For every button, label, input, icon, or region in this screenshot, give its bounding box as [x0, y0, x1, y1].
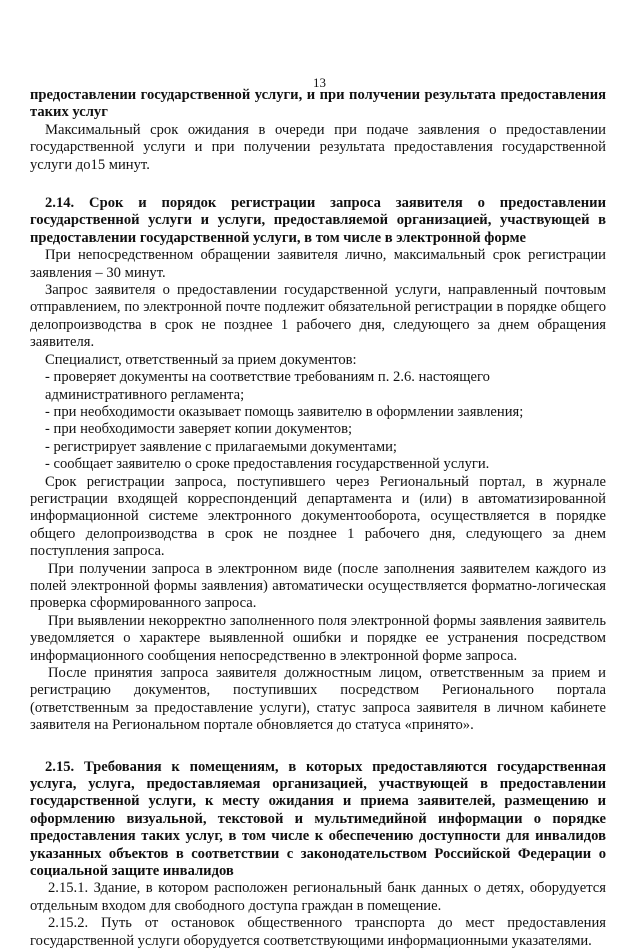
paragraph: Запрос заявителя о предоставлении государственной услуги, направленный почтовым отправлением, по электронной почте подлежит обязательной регистрации в порядке общего делопроизводства в срок не позднее 1 рабочего дня, следующего за днем обращения заявителя.: [30, 282, 606, 351]
list-item: - сообщает заявителю о сроке предоставления государственной услуги.: [45, 456, 490, 473]
paragraph: 2.15.1. Здание, в котором расположен региональный банк данных о детях, оборудуется отдельным входом для свободного доступа граждан в помещение.: [30, 880, 606, 914]
paragraph: Специалист, ответственный за прием документов:: [45, 351, 357, 368]
paragraph: 2.15.2. Путь от остановок общественного транспорта до мест предоставления государственной услуги оборудуется соответствующими информационными указателями.: [30, 915, 606, 949]
list-item: - регистрирует заявление с прилагаемыми документами;: [45, 438, 397, 455]
paragraph: Срок регистрации запроса, поступившего через Региональный портал, в журнале регистрации входящей корреспонденций департамента и (или) в автоматизированной информационной системе электронного документооборота, осуществляется в порядке общего делопроизводства в срок не позднее 1 рабочего дня, следующего за днем поступления запроса.: [30, 473, 606, 560]
list-item: - при необходимости заверяет копии документов;: [45, 421, 353, 438]
list-item: - проверяет документы на соответствие требованиям п. 2.6. настоящего административного регламента;: [45, 369, 490, 403]
paragraph: При непосредственном обращении заявителя лично, максимальный срок регистрации заявления – 30 минут.: [30, 247, 606, 281]
paragraph: При выявлении некорректно заполненного поля электронной формы заявления заявитель уведомляется о характере выявленной ошибки и порядке ее устранения посредством информационного сообщения непосредственно в электронной форме запроса.: [30, 612, 606, 664]
section-heading-2-14: 2.14. Срок и порядок регистрации запроса заявителя о предоставлении государственной услуги и услуги, предоставляемой организацией, участвующей в предоставлении государственной услуги, в том числе в электронной форме: [30, 195, 606, 246]
list-item: - при необходимости оказывает помощь заявителю в оформлении заявления;: [45, 403, 524, 420]
paragraph: Максимальный срок ожидания в очереди при подаче заявления о предоставлении государственной услуги и при получении результата предоставления государственной услуги до15 минут.: [30, 121, 606, 173]
section-heading-2-15: 2.15. Требования к помещениям, в которых предоставляются государственная услуга, услуга, предоставляемая организацией, участвующей в предоставлении государственной услуги, к месту ожидания и приема заявителей, размещению и оформлению визуальной, текстовой и мультимедийной информации о порядке предоставления таких услуг, в том числе к обеспечению доступности для инвалидов указанных объектов в соответствии с законодательством Российской Федерации о социальной защите инвалидов: [30, 758, 606, 880]
section-heading-continued: предоставлении государственной услуги, и при получении результата предоставления таких услуг: [30, 87, 606, 121]
paragraph: После принятия запроса заявителя должностным лицом, ответственным за прием и регистрацию документов, поступивших посредством Регионального портала (ответственным за предоставление услуги), статус запроса заявителя в личном кабинете заявителя на Региональном портале обновляется до статуса «принято».: [30, 665, 606, 734]
page-number: 13: [313, 75, 326, 90]
paragraph: При получении запроса в электронном виде (после заполнения заявителем каждого из полей электронной формы заявления) автоматически осуществляется форматно-логическая проверка сформированного запроса.: [30, 560, 606, 612]
